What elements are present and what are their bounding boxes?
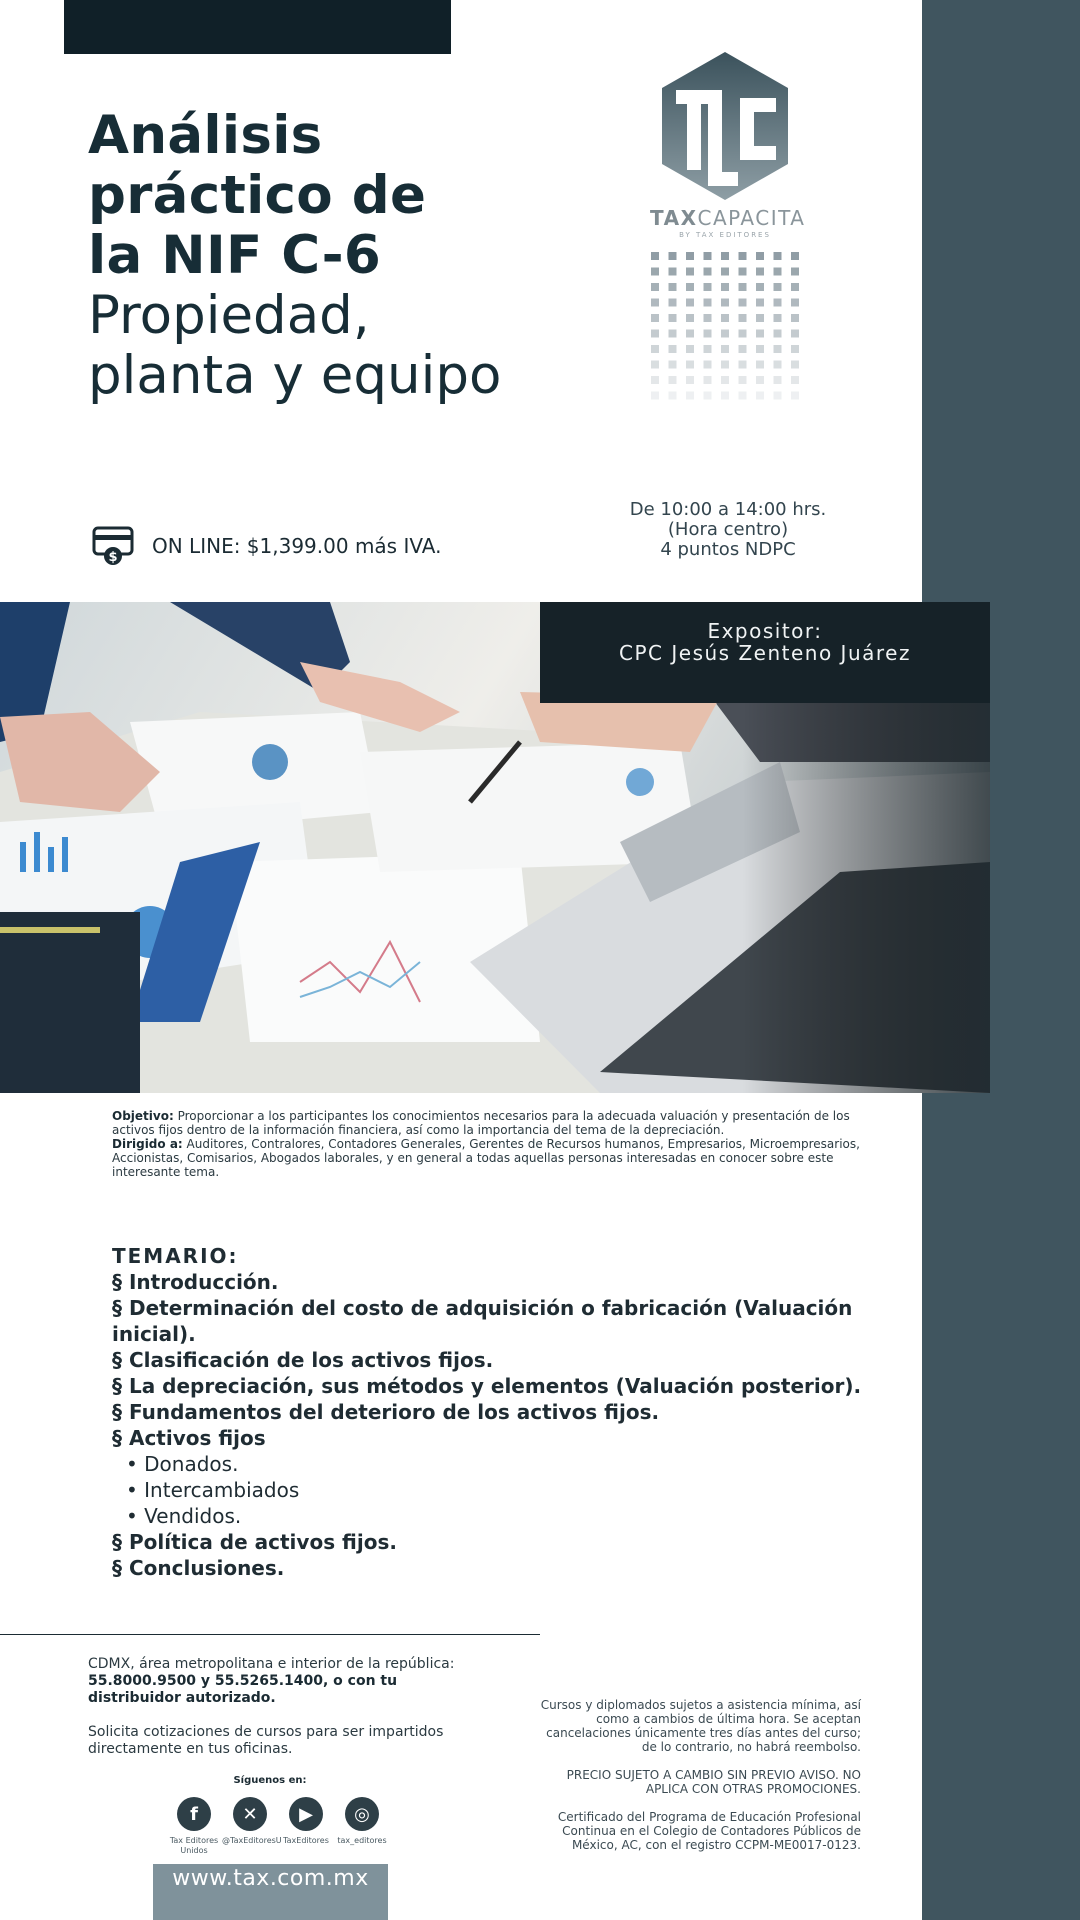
grid-dot <box>721 345 729 353</box>
title-line-4: Propiedad, <box>88 285 370 346</box>
list-item: § Fundamentos del deterioro de los activos fijos. <box>112 1400 660 1424</box>
grid-dot <box>774 252 782 260</box>
grid-dot <box>704 361 712 369</box>
youtube-icon: ▶ <box>289 1797 323 1831</box>
sub-list-item: • Vendidos. <box>126 1504 242 1528</box>
schedule-points: 4 puntos NDPC <box>660 539 796 560</box>
schedule-zone: (Hora centro) <box>667 519 789 540</box>
grid-dot <box>721 299 729 307</box>
grid-dot <box>721 268 729 276</box>
grid-dot <box>704 283 712 291</box>
grid-dot <box>739 345 747 353</box>
follow-heading: Síguenos en: <box>233 1775 307 1786</box>
grid-dot <box>791 283 799 291</box>
grid-dot <box>686 361 694 369</box>
grid-dot <box>774 361 782 369</box>
grid-dot <box>686 268 694 276</box>
grid-dot <box>651 283 659 291</box>
grid-dot <box>721 392 729 400</box>
grid-dot <box>739 376 747 384</box>
sub-list-item: • Donados. <box>126 1452 239 1476</box>
grid-dot <box>739 392 747 400</box>
grid-dot <box>651 345 659 353</box>
grid-dot <box>669 361 677 369</box>
x-link[interactable] <box>222 1797 282 1856</box>
course-title <box>88 106 608 406</box>
expositor-name: CPC Jesús Zenteno Juárez <box>619 641 911 665</box>
grid-dot <box>756 361 764 369</box>
list-item: § Política de activos fijos. <box>112 1530 397 1554</box>
grid-dot <box>704 345 712 353</box>
grid-dot <box>774 330 782 338</box>
grid-dot <box>739 252 747 260</box>
grid-dot <box>721 376 729 384</box>
grid-dot <box>669 392 677 400</box>
svg-text:$: $ <box>108 550 118 565</box>
grid-dot <box>739 361 747 369</box>
grid-dot <box>756 376 764 384</box>
title-line-3: la NIF C-6 <box>88 225 382 286</box>
grid-dot <box>756 299 764 307</box>
grid-dot <box>669 314 677 322</box>
list-item: § Conclusiones. <box>112 1556 285 1580</box>
title-line-5: planta y equipo <box>88 345 502 406</box>
grid-dot <box>791 361 799 369</box>
instagram-link[interactable] <box>334 1797 390 1856</box>
list-item: § Determinación del costo de adquisición o fabricación (Valuación inicial). <box>112 1296 853 1346</box>
x-icon: ✕ <box>233 1797 267 1831</box>
hexagon-logo-icon <box>658 50 792 202</box>
price-label: ON LINE: $1,399.00 más IVA. <box>152 534 442 558</box>
legal-attendance: Cursos y diplomados sujetos a asistencia mínima, así como a cambios de última hora. Se aceptan cancelaciones únicamente tres días antes del curso; de lo contrario, no habrá reembolso. <box>540 1698 861 1754</box>
facebook-icon: f <box>177 1797 211 1831</box>
list-item: § La depreciación, sus métodos y elementos (Valuación posterior). <box>112 1374 862 1398</box>
grid-dot <box>791 392 799 400</box>
grid-dot <box>791 299 799 307</box>
grid-dot <box>669 299 677 307</box>
grid-dot <box>721 314 729 322</box>
grid-dot <box>669 345 677 353</box>
contact-region: CDMX, área metropolitana e interior de la república: <box>88 1656 455 1672</box>
grid-dot <box>791 268 799 276</box>
grid-dot <box>651 252 659 260</box>
schedule-time: De 10:00 a 14:00 hrs. <box>629 499 827 520</box>
grid-dot <box>651 361 659 369</box>
schedule-info <box>600 500 856 560</box>
grid-dot <box>686 252 694 260</box>
grid-dot <box>669 268 677 276</box>
sub-list-item: • Intercambiados <box>126 1478 300 1502</box>
grid-dot <box>739 299 747 307</box>
top-bar <box>64 0 451 54</box>
grid-dot <box>651 330 659 338</box>
objective-text: Proporcionar a los participantes los conocimientos necesarios para la adecuada valuación y presentación de los activos fijos dentro de la información financiera, así como la importancia del tema de la depreciación. <box>112 1109 850 1137</box>
legal-price: PRECIO SUJETO A CAMBIO SIN PREVIO AVISO. NO APLICA CON OTRAS PROMOCIONES. <box>566 1768 861 1796</box>
grid-dot <box>686 314 694 322</box>
grid-dot <box>651 392 659 400</box>
grid-dot <box>791 345 799 353</box>
grid-dot <box>651 376 659 384</box>
audience-label: Dirigido a: <box>112 1137 183 1151</box>
facebook-link[interactable] <box>166 1797 222 1856</box>
grid-dot <box>756 252 764 260</box>
expositor-box <box>540 602 990 703</box>
temario-list <box>112 1243 872 1581</box>
list-item: § Activos fijos <box>112 1426 266 1450</box>
price-row <box>92 525 441 567</box>
grid-dot <box>756 314 764 322</box>
logo-tagline: BY TAX EDITORES <box>679 231 771 239</box>
grid-dot <box>756 283 764 291</box>
card-dollar-icon <box>92 525 134 567</box>
grid-dot <box>774 283 782 291</box>
instagram-label: tax_editores <box>337 1836 387 1845</box>
grid-dot <box>756 392 764 400</box>
logo-wordmark: TAXCAPACITA <box>650 206 806 230</box>
grid-dot <box>686 345 694 353</box>
grid-dot <box>721 330 729 338</box>
grid-dot <box>721 283 729 291</box>
grid-dot <box>756 268 764 276</box>
grid-dot <box>651 268 659 276</box>
expositor-label: Expositor: <box>707 619 823 643</box>
contact-info <box>88 1656 468 1758</box>
footer-divider <box>0 1634 540 1635</box>
grid-dot <box>704 376 712 384</box>
title-line-1: Análisis <box>88 105 323 166</box>
social-links <box>166 1797 390 1856</box>
x-label: @TaxEditoresU <box>222 1836 282 1845</box>
grid-dot <box>739 268 747 276</box>
taxcapacita-logo <box>650 50 806 239</box>
grid-dot <box>669 283 677 291</box>
grid-dot <box>669 376 677 384</box>
contact-phones: 55.8000.9500 y 55.5265.1400, o con tu distribuidor autorizado. <box>88 1673 398 1706</box>
grid-dot <box>704 252 712 260</box>
youtube-link[interactable] <box>278 1797 334 1856</box>
legal-certificate: Certificado del Programa de Educación Profesional Continua en el Colegio de Contadores Públicos de México, AC, con el registro CCPM-ME0017-0123. <box>557 1810 861 1852</box>
grid-dot <box>686 376 694 384</box>
grid-dot <box>756 330 764 338</box>
grid-dot <box>791 376 799 384</box>
grid-dot <box>774 345 782 353</box>
grid-dot <box>651 299 659 307</box>
audience <box>112 1137 862 1179</box>
title-line-2: práctico de <box>88 165 427 226</box>
grid-dot <box>774 299 782 307</box>
grid-dot <box>739 314 747 322</box>
grid-dot <box>721 252 729 260</box>
youtube-label: TaxEditores <box>283 1836 329 1845</box>
grid-dot <box>704 392 712 400</box>
grid-dot <box>774 392 782 400</box>
grid-dot <box>669 330 677 338</box>
grid-dot <box>686 283 694 291</box>
grid-dot <box>686 392 694 400</box>
decorative-dot-grid <box>651 252 811 407</box>
grid-dot <box>774 314 782 322</box>
grid-dot <box>686 330 694 338</box>
website-link[interactable]: www.tax.com.mx <box>153 1864 388 1920</box>
contact-quote: Solicita cotizaciones de cursos para ser impartidos directamente en tus oficinas. <box>88 1724 444 1757</box>
grid-dot <box>756 345 764 353</box>
temario-heading: TEMARIO: <box>112 1244 239 1268</box>
grid-dot <box>651 314 659 322</box>
audience-text: Auditores, Contralores, Contadores Generales, Gerentes de Recursos humanos, Empresarios, Microempresarios, Accionistas, Comisarios, Abogados laborales, y en general a todas aquellas personas interesadas en conocer sobre este interesante tema. <box>112 1137 860 1179</box>
grid-dot <box>704 314 712 322</box>
objective <box>112 1109 862 1137</box>
grid-dot <box>791 252 799 260</box>
grid-dot <box>669 252 677 260</box>
grid-dot <box>704 330 712 338</box>
grid-dot <box>774 376 782 384</box>
list-item: § Clasificación de los activos fijos. <box>112 1348 494 1372</box>
instagram-icon: ◎ <box>345 1797 379 1831</box>
facebook-label: Tax Editores Unidos <box>169 1836 219 1855</box>
grid-dot <box>791 330 799 338</box>
list-item: § Introducción. <box>112 1270 279 1294</box>
grid-dot <box>791 314 799 322</box>
objective-label: Objetivo: <box>112 1109 174 1123</box>
grid-dot <box>686 299 694 307</box>
legal-notes <box>536 1698 861 1866</box>
grid-dot <box>774 268 782 276</box>
grid-dot <box>721 361 729 369</box>
course-info <box>112 1109 862 1179</box>
grid-dot <box>704 299 712 307</box>
grid-dot <box>739 330 747 338</box>
grid-dot <box>739 283 747 291</box>
grid-dot <box>704 268 712 276</box>
